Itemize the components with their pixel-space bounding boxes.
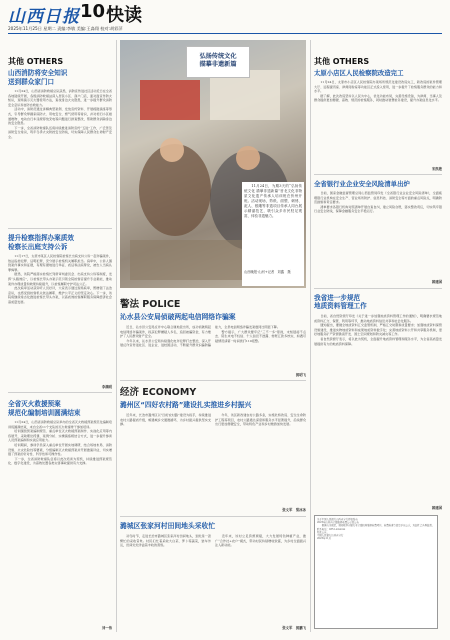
economy-body-1: 近年来，长治市潞州区以“四好农村路”建设为抓手，持续推进农村公路提质升级，畅通城乡交通微循环，为乡村振兴提供坚实支撑。 今年，该区新改建农村公路多条，实施危桥改造、安全生命防护工程等项目，农村公路通达深度和服务水平显著提升，沿线群众出行更加便捷安全，带动特色产业和乡村旅游加快发展。 xyxy=(120,413,306,427)
masthead-info: 2025年11月25日 星期二 责编:李敏 美编:王淼翔 校对:胡彩萍 xyxy=(8,26,123,31)
left-body-3: 11月24日，山西省消防救援总队举办的全省灭火救援预案规范化编制培训班圆满结束，来自全省11个支队的灭火救援骨干参加培训。 培训围绕预案编制规范、重点单位灭火救援预案制作、实战化应用等内容展开，采取理论授课、案例分析、实操演练相结合方式，进一步提升参训人员预案编制和实战应用能力。 培训期间，参训学员深入重点单位开展实地调研，结合场地布局、消防设施、火灾危险性等要素，分组编制灭火救援预案并开展推演评估，切实增强了预案的针对性、科学性和可操作性。 下一步，全省消防救援队伍将以此次培训为契机，持续推进预案规范化、数字化建设，为高效处置各类灾害事故提供有力支撑。 xyxy=(8,420,112,466)
section-title: 快读 xyxy=(106,5,142,26)
column-divider-left xyxy=(116,40,117,632)
photo-credit: 山西晚报·山河+记者 刘鑫 摄 xyxy=(244,270,291,274)
left-headline-1: 山西消防将安全知识 送到群众家门口 xyxy=(8,69,68,86)
police-author: 郭明飞 xyxy=(295,373,306,377)
masthead xyxy=(0,0,450,34)
right-body-1: 11月24日，太原市小店区人民检察院办案场所规范化建设改造完工，新改造的案件管理大厅、远程提讯室、律师阅卷室等功能区正式投入使用，进一步提升了检察服务群众的能力和水平。 据了解，此次改造坚持以人民为中心，优化功能布局，完善设施设备，为律师、当事人及群众提供更加便捷、高效、规范的检察服务，同时推动智慧检务建设，提升办案信息化水平。 xyxy=(314,80,442,103)
police-headline: 沁水县公安局侦破两起电信网络诈骗案 xyxy=(120,313,236,321)
police-body: 近日，沁水县公安局反诈中心联合属地派出所，成功侦破两起电信网络诈骗案件，抓获犯罪嫌疑人多名，追回被骗资金，有力维护了人民群众财产安全。 今年以来，沁水县公安局持续强化电诈犯罪打击整治，深入开展反诈宣传进社区、进企业、进校园活动，不断提升群众识骗防骗能力，全县电信网络诈骗发案数同比明显下降。 警方提示，广大群众要牢记“三不一多”原则，未知链接不点击、陌生来电不轻信、个人信息不透露、转账汇款多核实，如遇可疑情况请第一时间拨打110报警。 xyxy=(120,325,306,348)
photo-caption: 11月24日，为期3天的“弘扬传统文化 描摹非遗新篇”晋北文化非物质文化遗产传承人培训班在忻州开班。活动现场，剪纸、面塑、刺绣、泥人、根雕等非遗项目传承人同台展示精湛技艺，吸引众多市民驻足观赏、体验非遗魅力。 xyxy=(244,184,302,218)
left-body-2: 11月17日，太原市某区人民检察院检察长出庭支持公诉一起诈骗案件，依法指控犯罪、证明犯罪，充分展示检察机关履职担当。庭审中，公诉人围绕案件事实和证据，有理有据地进行举证、质证和法庭辩论，被告人当庭认罪悔罪。 据悉，该院严格落实检察长列席审判委员会、出庭支持公诉等制度，发挥“头雁效应”，以检察长带头办案示范引领全院检察官提升专业素能，推动案件办理质量和效果持续提升，以检察履职守护司法公正。 此次庭审活动获旁听人员好评，大家表示通过现场庭审，既增强了法治意识，也感受到检察机关依法履职、维护公平正义的坚定决心。下一步，该院将继续常态化推进检察长带头办案，以高质效检察履职服务保障经济社会高质量发展。 xyxy=(8,254,112,304)
left-headline-3: 全省灭火救援预案 规范化编制培训圆满结束 xyxy=(8,400,81,417)
right-headline-1: 太原小店区人民检察院改造完工 xyxy=(314,69,404,77)
right-kicker-1: 其他 OTHERS xyxy=(314,57,370,66)
photo-feature xyxy=(120,40,306,288)
economy-kicker: 经济 ECONOMY xyxy=(120,387,197,398)
left-headline-2: 提升检察指挥办案质效 检察长出庭支持公诉 xyxy=(8,234,74,251)
column-divider-right xyxy=(310,40,311,632)
right-divider-2 xyxy=(314,288,442,289)
photo-caption-box xyxy=(242,182,304,286)
economy-headline-1: 潞州区“四好农村路”建设扎实推进乡村振兴 xyxy=(120,401,252,409)
left-divider-1 xyxy=(8,228,112,229)
photo-title: 弘扬传统文化 描摹非遗新篇 xyxy=(199,53,237,68)
left-author-3: 刘一伟 xyxy=(101,626,112,630)
right-body-2: 日前，国家金融监督管理总局山西监管局印发《全省银行业企业安全风险清单》，全面梳理银行业机构在安全生产、营业场所防护、信息科技、消防安全等方面的重点风险点，明确防范措施和责任要求。 清单要求各银行机构对照清单开展自查自纠，建立风险台账，落实整改责任，切实筑牢银行业安全防线，保障金融服务安全平稳运行。 xyxy=(314,191,442,214)
right-headline-2: 全省银行业企业安全风险清单出炉 xyxy=(314,180,410,188)
right-headline-3: 我省进一步规范 地质资料管理工作 xyxy=(314,294,367,311)
right-author-3: 薛建国 xyxy=(431,506,442,510)
right-author-1: 宋凯艳 xyxy=(431,167,442,171)
right-divider-1 xyxy=(314,174,442,175)
photo-title-box xyxy=(186,46,250,78)
economy-author-1: 张文军 梁冰冰 xyxy=(282,508,306,512)
left-author-2: 李满明 xyxy=(101,385,112,389)
police-kicker: 警法 POLICE xyxy=(120,299,181,310)
economy-divider xyxy=(120,516,306,517)
page-number: 10 xyxy=(80,1,106,22)
notice-box: 关于中国人民银行山西省分行授权发布 2025年山西省金融服务收费公示的公告 根据有关规定，现将辖区内银行业金融机构服务收费项目、收费标准等信息予以公示，欢迎社会各界监督。 联系电话：0351-xxxxxxx 特此公告。 中国人民银行山西省分行 2025年11月 xyxy=(314,515,438,629)
newspaper-logo: 山西日报 xyxy=(8,7,80,27)
economy-headline-2: 潞城区张家河村田间地头采收忙 xyxy=(120,522,216,530)
right-author-2: 薛建国 xyxy=(431,280,442,284)
economy-body-2: 初冬时节，走进长治市潞城区张家河村田间地头，到处是一派繁忙的采收景象。村民们忙着采收大白菜、萝卜等蔬菜，装车外运，田间处处洋溢着丰收的喜悦。 近年来，该村立足资源禀赋，大力发展特色种植产业，推广“合作社+农户”模式，带动村民持续增收致富，为乡村全面振兴注入新动能。 xyxy=(120,534,306,548)
economy-author-2: 张文军 郭鹏飞 xyxy=(282,626,306,630)
left-kicker-1: 其他 OTHERS xyxy=(8,57,64,66)
right-body-3: 日前，省自然资源厅印发《关于进一步加强地质资料管理工作的通知》，明确要求规范地质资料汇交、保管、利用等环节，推动地质资料信息共享和社会化服务。 通知提出，要健全地质资料汇交监管机制，严格汇交时限和质量要求；加强地质资料保管设施建设，推进实物地质资料和成果地质资料数字化；完善地质资料公开和共享服务机制，更好地服务矿产资源勘查开发、国土空间规划和防灾减灾等工作。 省自然资源厅表示，将以此为契机，全面提升地质资料管理和服务水平，为全省高质量发展提供有力的地质资料保障。 xyxy=(314,314,442,346)
left-divider-2 xyxy=(8,392,112,393)
police-divider xyxy=(120,380,306,381)
masthead-rule xyxy=(8,33,442,34)
left-body-1: 11月24日，山西省消防救援总队获悉，消防宣传进社区活动近日在全省各地陆续开展，各级消防救援站深入居民小区、商户门店，面对面宣传防火知识，现场演示灭火器使用方法，查找身边火灾隐患，进一步提升群众消防安全意识和自防自救能力。 活动中，消防员通过讲解典型案例、发放宣传资料、开展疏散演练等形式，引导群众掌握家庭防火、用电安全、燃气使用等常识，并对老旧小区楼道堆物、电动自行车违规停放充电等问题进行排查整改，帮助群众消除身边的安全隐患。 下一步，全省消防救援队伍将持续推进消防宣传“五进”工作，广泛普及消防安全常识，筑牢冬季火灾防控安全防线，切实保障人民群众生命财产安全。 xyxy=(8,89,112,139)
